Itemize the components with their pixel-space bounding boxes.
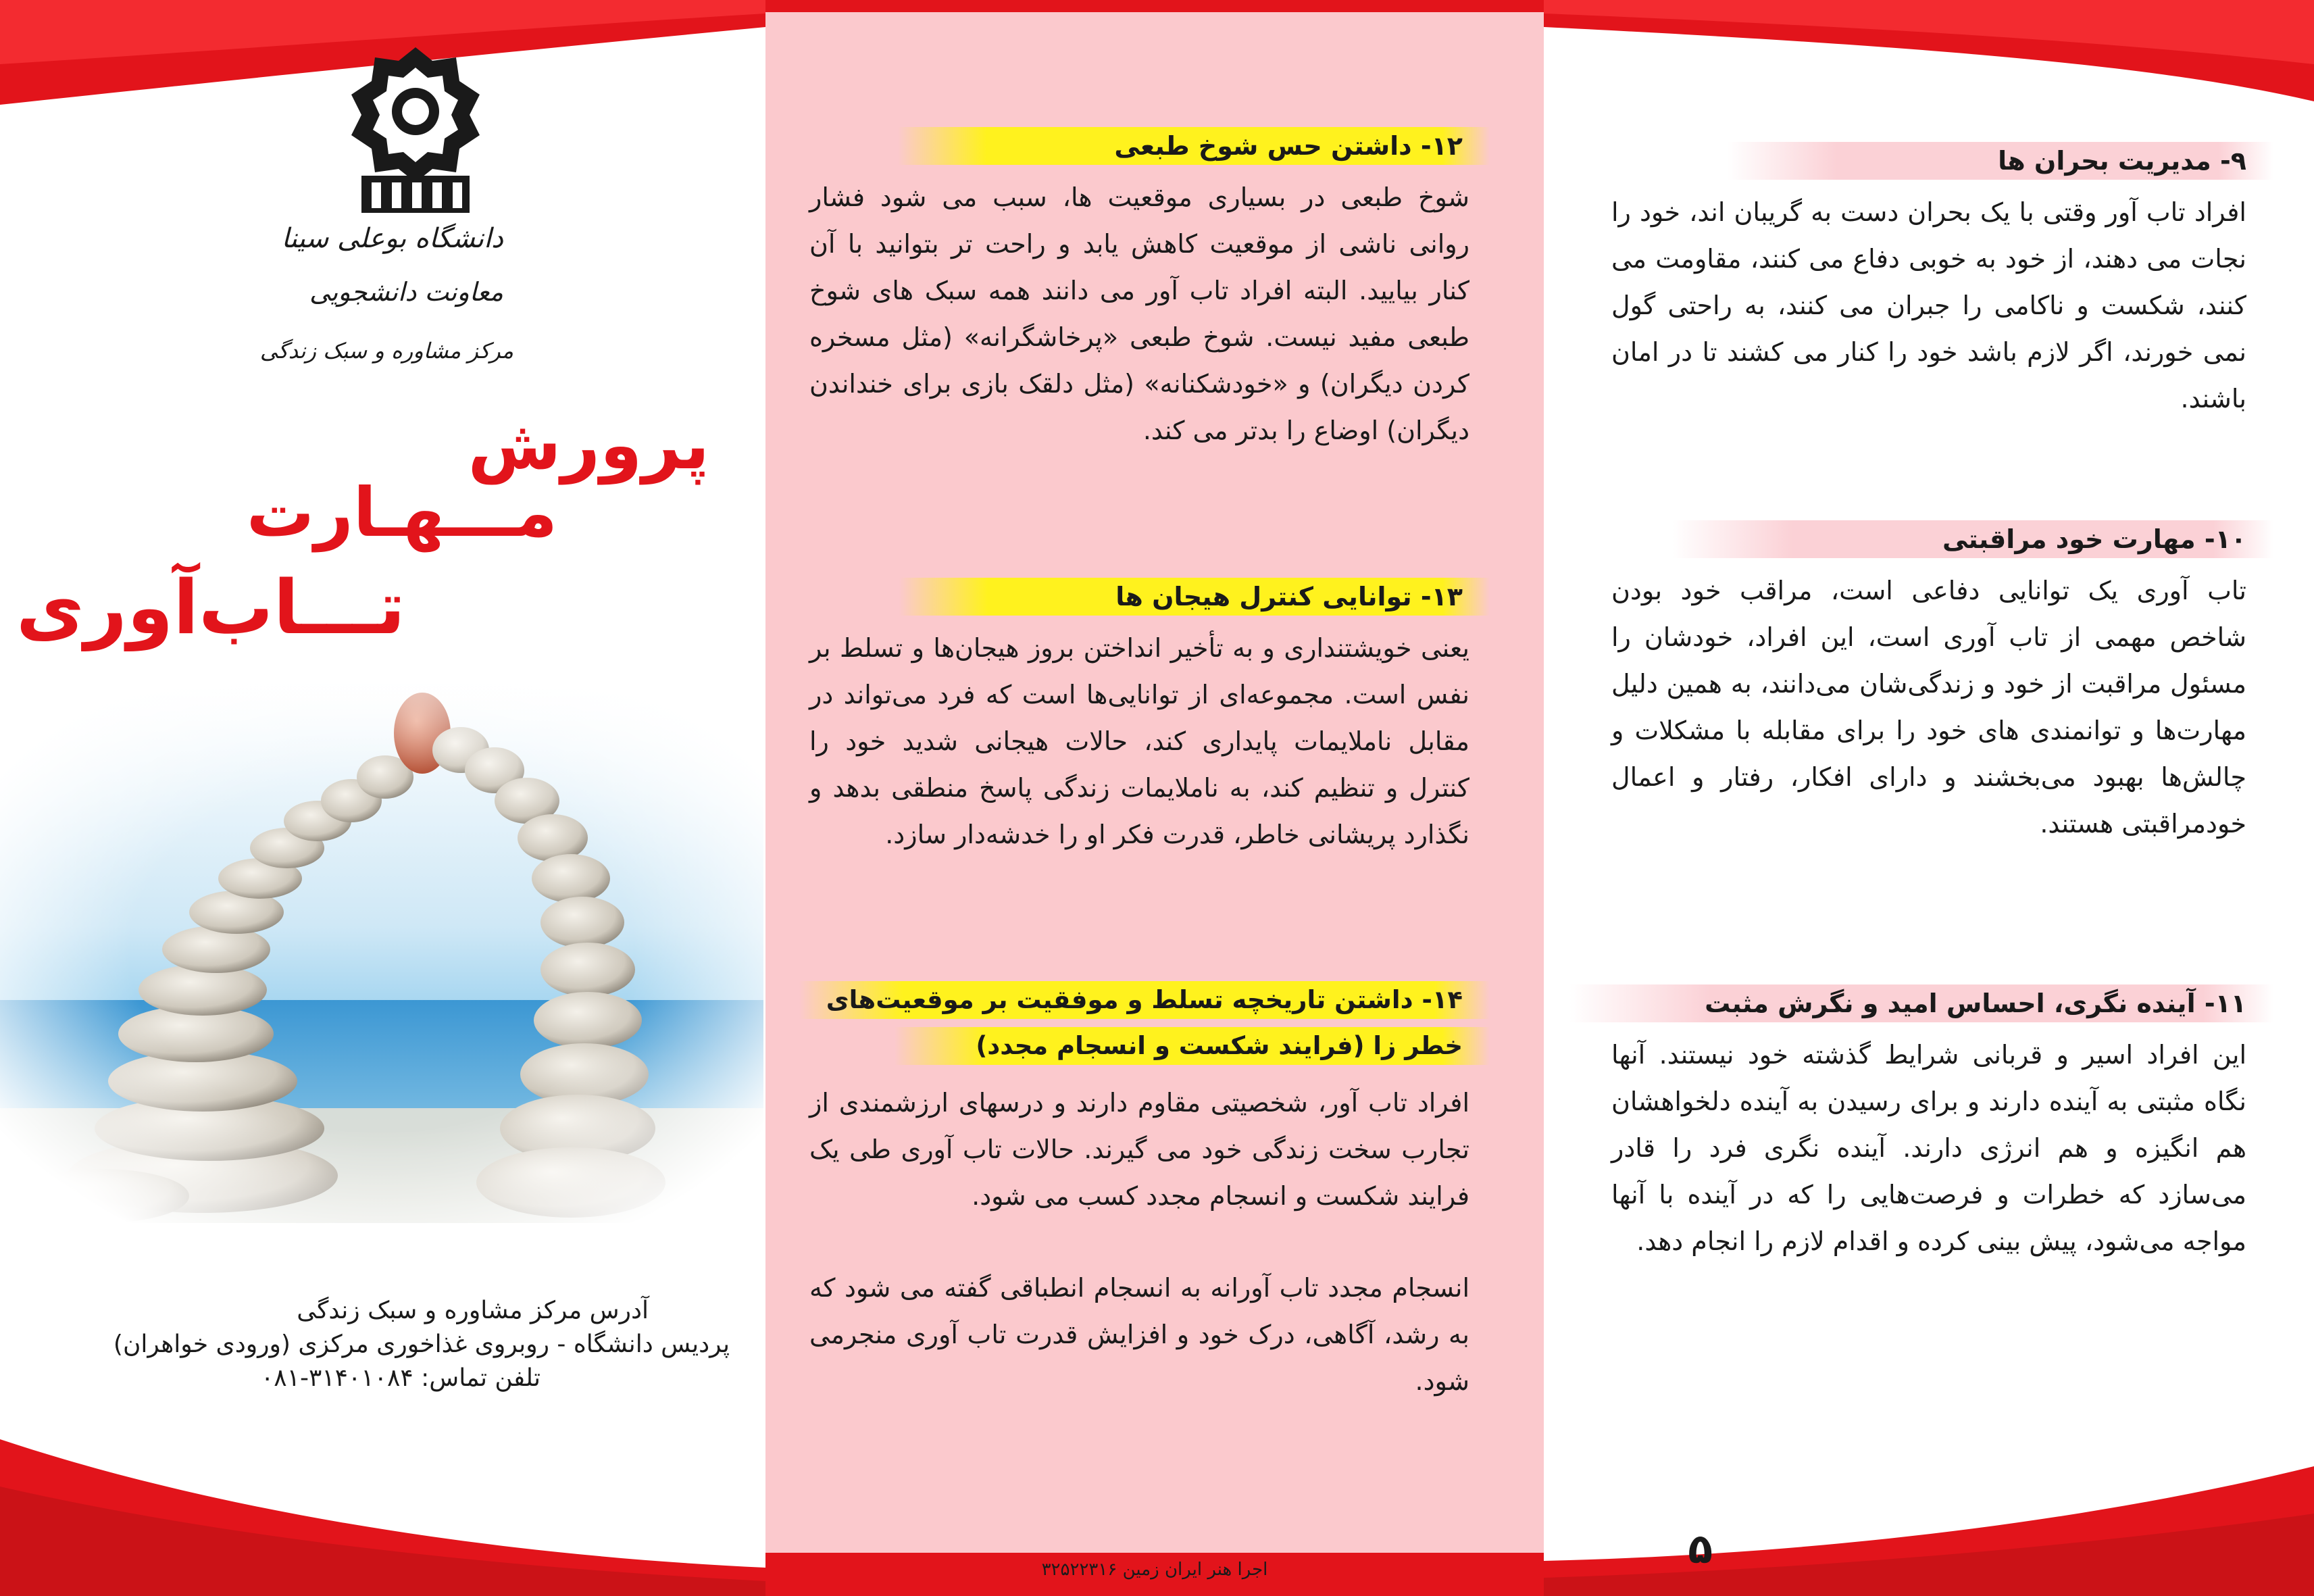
section-14-body-2: انسجام مجدد تاب آورانه به انسجام انطباقی گفته می شود که به رشد، آگاهی، درک خود و افزایش قدرت تاب آوری منجرمی شود.: [809, 1273, 1469, 1396]
section-13-body: یعنی خویشتنداری و به تأخیر انداختن بروز هیجان‌ها و تسلط بر نفس است. مجموعه‌ای از توانایی‌ها است که فرد می‌تواند در مقابل ناملایمات پایداری کند، حالات هیجانی شدید خود را کنترل و تنظیم کند، به ناملایمات زندگی پاسخ منطقی بدهد و نگذارد پریشانی خاطر، قدرت فکر او را خدشه‌دار سازد.: [809, 633, 1469, 849]
phone-number: تلفن تماس: ۳۱۴۰۱۰۸۴-۰۸۱: [260, 1364, 540, 1392]
address-title: آدرس مرکز مشاوره و سبک زندگی: [297, 1297, 649, 1324]
brochure-title-2: مـــهـارت: [246, 473, 557, 552]
section-14-heading-line2: خطر زا (فرایند شکست و انسجام مجدد): [895, 1027, 1490, 1065]
section-14-body-1: افراد تاب آور، شخصیتی مقاوم دارند و درسهای ارزشمندی از تجارب سخت زندگی خود می گیرند. حالات تاب آوری طی یک فرایند شکست و انسجام مجدد کسب می شود.: [809, 1088, 1469, 1211]
section-10-heading: ۱۰- مهارت خود مراقبتی: [1672, 520, 2273, 558]
section-10-body: تاب آوری یک توانایی دفاعی است، مراقب خود بودن شاخص مهمی از تاب آوری است، این افراد، خودشان را مسئول مراقبت از خود و زندگی‌شان می‌دانند، به همین دلیل مهارت‌ها و توانمندی های خود را برای مقابله با مشکلات و چالش‌ها بهبود می‌بخشند و دارای افکار، رفتار و اعمال خودمراقبتی هستند.: [1611, 576, 2246, 839]
left-panel: [0, 0, 763, 1596]
section-12-heading: ۱۲- داشتن حس شوخ طبعی: [898, 127, 1490, 165]
page-number: ۵: [1688, 1526, 1713, 1573]
university-name: دانشگاه بوعلی سینا: [281, 223, 503, 254]
middle-panel: [765, 0, 1544, 1596]
section-9-heading: ۹- مدیریت بحران ها: [1728, 142, 2273, 180]
brochure-title-1: پرورش: [468, 405, 709, 484]
brochure-title-3: تـــاب‌آوری: [16, 564, 405, 651]
section-14-heading-line1: ۱۴- داشتن تاریخچه تسلط و موفقیت بر موقعیت‌های: [799, 981, 1490, 1019]
address-line: پردیس دانشگاه - روبروی غذاخوری مرکزی (ورودی خواهران): [113, 1330, 730, 1358]
section-13-heading: ۱۳- توانایی کنترل هیجان ها: [899, 578, 1490, 616]
section-11-body: این افراد اسیر و قربانی شرایط گذشته خود نیستند. آنها نگاه مثبتی به آینده دارند و برای رسیدن به آینده دلخواهشان هم انگیزه و هم انرژی دارند. آینده نگری فرد را قادر می‌سازد که خطرات و فرصت‌هایی را که در آینده با آنها مواجه می‌شود، پیش بینی کرده و اقدام لازم را انجام دهد.: [1611, 1040, 2246, 1256]
deputy-name: معاونت دانشجویی: [309, 277, 503, 307]
center-name: مرکز مشاوره و سبک زندگی: [259, 338, 513, 364]
section-12-body: شوخ طبعی در بسیاری موقعیت ها، سبب می شود فشار روانی ناشی از موقعیت کاهش یابد و راحت تر بتوانید با آن کنار بیایید. البته افراد تاب آور می دانند همه سبک های شوخ طبعی مفید نیست. شوخ طبعی «پرخاشگرانه» (مثل مسخره کردن دیگران) و «خودشکنانه» (مثل دلقک بازی برای خنداندن دیگران) اوضاع را بدتر می کند.: [809, 182, 1469, 445]
university-logo-icon: [348, 47, 483, 216]
section-9-body: افراد تاب آور وقتی با یک بحران دست به گریبان اند، خود را نجات می دهند، از خود به خوبی دفاع می کنند، مقاومت می کنند، شکست و ناکامی را جبران می کنند، به راحتی گول نمی خورند، اگر لازم باشد خود را کنار می کشند تا در امان باشند.: [1611, 197, 2246, 414]
section-11-heading: ۱۱- آینده نگری، احساس امید و نگرش مثبت: [1569, 984, 2273, 1022]
right-panel: [1544, 0, 2314, 1596]
printer-credit: اجرا هنر ایران زمین ۳۲۵۲۲۳۱۶: [1041, 1560, 1268, 1580]
